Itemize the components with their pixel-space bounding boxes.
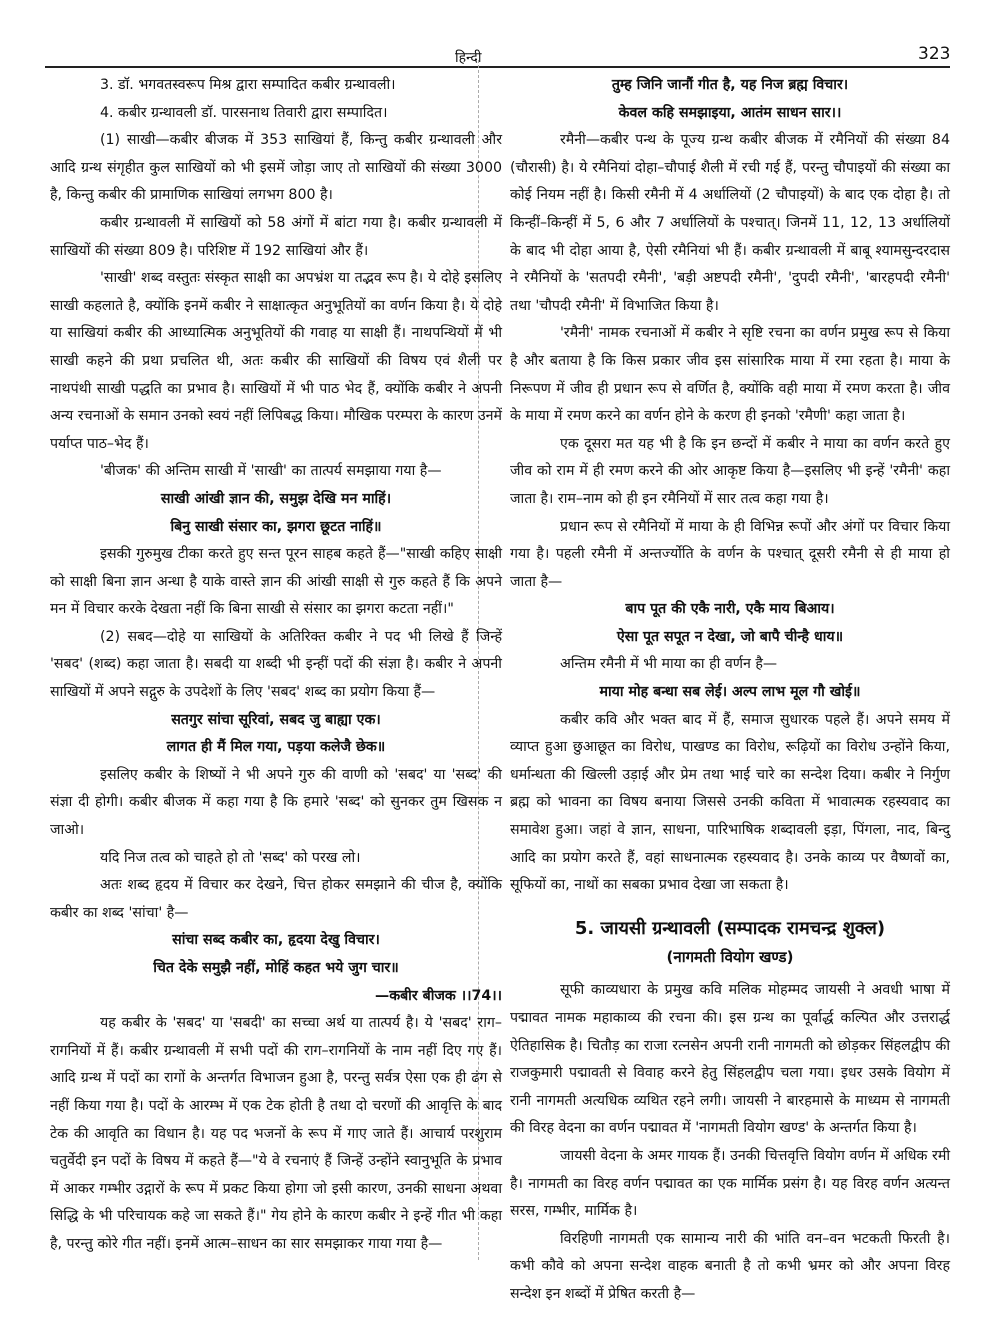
paragraph: प्रधान रूप से रमैनियों में माया के ही विभिन्न रूपों और अंगों पर विचार किया गया है। पहली रमैनी में अन्तर्ज्योति के वर्णन के पश्चात् दूसरी रमैनी से ही माया हो जाता है— xyxy=(510,518,950,590)
running-header-title: हिन्दी xyxy=(455,50,482,66)
verse-line: बाप पूत की एकै नारी, एकै माय बिआय। xyxy=(625,601,835,618)
paragraph: यह कबीर के 'सबद' या 'सबदी' का सच्चा अर्थ या तात्पर्य है। ये 'सबद' राग–रागनियों में हैं। कबीर ग्रन्थावली में सभी पदों की राग–रागनियों के नाम नहीं दिए गए हैं। आदि ग्रन्थ में पदों का रागों के अन्तर्गत विभाजन हुआ है, परन्तु सर्वत्र ऐसा एक ही ढंग से नहीं किया गया है। पदों के आरम्भ में एक टेक होती है तथा दो चरणों की आवृत्ति के बाद टेक की आवृति का विधान है। यह पद भजनों के रूप में गाए जाते हैं। आचार्य परशुराम चतुर्वेदी इन पदों के विषय में कहते हैं—"ये वे रचनाएं हैं जिन्हें उन्होंने स्वानुभूति के प्रभाव में आकर गम्भीर उद्गारों के रूप में प्रकट किया होगा जो इसी कारण, उनकी साधना अथवा सिद्धि के भी परिचायक कहे जा सकते हैं।" गेय होने के कारण कबीर ने इन्हें गीत भी कहा है, परन्तु कोरे गीत नहीं। इनमें आत्म–साधन का सार समझाकर गाया गया है— xyxy=(50,1015,502,1252)
verse-line: चित देके समुझै नहीं, मोहिं कहत भये जुग चार॥ xyxy=(153,960,399,976)
verse-line: केवल कहि समझाइया, आतंम साधन सार।। xyxy=(618,104,842,121)
citation: —कबीर बीजक ।।74।। xyxy=(375,987,502,1004)
paragraph: एक दूसरा मत यह भी है कि इन छन्दों में कबीर ने माया का वर्णन करते हुए जीव को राम में ही रमण करने की ओर आकृष्ट किया है—इसलिए भी इन्हें 'रमैनी' कहा जाता है। राम–नाम को ही इन रमैनियों में सार तत्व कहा गया है। xyxy=(510,435,950,507)
verse-line: सांचा सब्द कबीर का, हृदया देखु विचार। xyxy=(172,932,380,949)
paragraph: 4. कबीर ग्रन्थावली डॉ. पारसनाथ तिवारी द्वारा सम्पादित। xyxy=(100,104,388,121)
paragraph: इसलिए कबीर के शिष्यों ने भी अपने गुरु की वाणी को 'सबद' या 'सब्द' की संज्ञा दी होगी। कबीर बीजक में कहा गया है कि हमारे 'सब्द' को सुनकर तुम खिसक न जाओ। xyxy=(50,766,502,839)
verse-line: तुम्ह जिनि जानौं गीत है, यह निज ब्रह्म विचार। xyxy=(611,77,849,93)
paragraph: अतः शब्द हृदय में विचार कर देखने, चित्त होकर समझाने की चीज है, क्योंकि कबीर का शब्द 'सांचा' है— xyxy=(50,877,502,921)
header-rule xyxy=(45,66,950,68)
verse-line: सतगुर सांचा सूरिवां, सबद जु बाह्या एक। xyxy=(171,711,381,728)
paragraph: रमैनी—कबीर पन्थ के पूज्य ग्रन्थ कबीर बीजक में रमैनियों की संख्या 84 (चौरासी) है। ये रमैनियां दोहा–चौपाई शैली में रची गई हैं, परन्तु चौपाइयों की संख्या का कोई नियम नहीं है। किसी रमैनी में 4 अर्धालियों (2 चौपाइयों) के बाद एक दोहा है। तो किन्हीं–किन्हीं में 5, 6 और 7 अर्धालियों के पश्चात्। जिनमें 11, 12, 13 अर्धालियों के बाद भी दोहा आया है, ऐसी रमैनियां भी हैं। कबीर ग्रन्थावली में बाबू श्यामसुन्दरदास ने रमैनियों के 'सतपदी रमैनी', 'बड़ी अष्टपदी रमैनी', 'दुपदी रमैनी', 'बारहपदी रमैनी' तथा 'चौपदी रमैनी' में विभाजित किया है। xyxy=(510,132,950,314)
paragraph: विरहिणी नागमती एक सामान्य नारी की भांति वन–वन भटकती फिरती है। कभी कौवे को अपना सन्देश वाहक बनाती है तो कभी भ्रमर को और अपना विरह सन्देश इन शब्दों में प्रेषित करती है— xyxy=(510,1230,950,1302)
verse-line: माया मोह बन्धा सब लेई। अल्प लाभ मूल गौ खोई॥ xyxy=(599,684,861,701)
verse-line: बिनु साखी संसार का, झगरा छूटत नाहिं॥ xyxy=(170,518,382,535)
verse-line: लागत ही मैं मिल गया, पड़या कलेजै छेक॥ xyxy=(166,739,386,756)
paragraph: (2) सबद—दोहे या साखियों के अतिरिक्त कबीर ने पद भी लिखे हैं जिन्हें 'सबद' (शब्द) कहा जाता है। सबदी या शब्दी भी इन्हीं पदों की संज्ञा है। कबीर ने अपनी साखियों में अपने सद्गुरु के उपदेशों के लिए 'सबद' शब्द का प्रयोग किया हैं— xyxy=(50,628,502,701)
paragraph: (1) साखी—कबीर बीजक में 353 साखियां हैं, किन्तु कबीर ग्रन्थावली और आदि ग्रन्थ संगृहीत कुल साखियों को भी इसमें जोड़ा जाए तो साखियों की संख्या 3000 है, किन्तु कबीर की प्रामाणिक साखियां लगभग 800 है। xyxy=(50,132,502,204)
paragraph: अन्तिम रमैनी में भी माया का ही वर्णन है— xyxy=(560,656,778,673)
paragraph: 'बीजक' की अन्तिम साखी में 'साखी' का तात्पर्य समझाया गया है— xyxy=(100,463,442,480)
paragraph: यदि निज तत्व को चाहते हो तो 'सब्द' को परख लो। xyxy=(100,849,361,866)
paragraph: कबीर ग्रन्थावली में साखियों को 58 अंगों में बांटा गया है। कबीर ग्रन्थावली में साखियों की संख्या 809 है। परिशिष्ट में 192 साखियां और हैं। xyxy=(50,214,502,259)
right-column xyxy=(510,72,950,1309)
paragraph: 'रमैनी' नामक रचनाओं में कबीर ने सृष्टि रचना का वर्णन प्रमुख रूप से किया है और बताया है कि किस प्रकार जीव इस सांसारिक माया में रमा रहता है। माया के निरूपण में जीव ही प्रधान रूप से वर्णित है, क्योंकि वही माया में रमण करता है। जीव के माया में रमण करने का वर्णन होने के करण ही इनको 'रमैणी' कहा जाता है। xyxy=(510,325,950,425)
verse-line: ऐसा पूत सपूत न देखा, जो बापै चीन्है धाय॥ xyxy=(616,628,844,645)
page-number: 323 xyxy=(918,44,951,64)
section-heading: 5. जायसी ग्रन्थावली (सम्पादक रामचन्द्र शुक्ल) xyxy=(574,917,886,939)
paragraph: जायसी वेदना के अमर गायक हैं। उनकी चित्तवृत्ति वियोग वर्णन में अधिक रमी है। नागमती का विरह वर्णन पद्मावत का एक मार्मिक प्रसंग है। यह विरह वर्णन अत्यन्त सरस, गम्भीर, मार्मिक है। xyxy=(510,1147,950,1220)
section-subheading: (नागमती वियोग खण्ड) xyxy=(666,947,794,966)
paragraph: 'साखी' शब्द वस्तुतः संस्कृत साक्षी का अपभ्रंश या तद्भव रूप है। ये दोहे इसलिए साखी कहलाते है, क्योंकि इनमें कबीर ने साक्षात्कृत अनुभूतियों का वर्णन किया है। ये दोहे या साखियां कबीर की आध्यात्मिक अनुभूतियों की गवाह या साक्षी हैं। नाथपन्थियों में भी साखी कहने की प्रथा प्रचलित थी, अतः कबीर की साखियों की विषय एवं शैली पर नाथपंथी साखी पद्धति का प्रभाव है। साखियों में भी पाठ भेद हैं, क्योंकि कबीर ने अपनी अन्य रचनाओं के समान उनको स्वयं नहीं लिपिबद्ध किया। मौखिक परम्परा के कारण उनमें पर्याप्त पाठ–भेद हैं। xyxy=(50,270,502,452)
paragraph: कबीर कवि और भक्त बाद में हैं, समाज सुधारक पहले हैं। अपने समय में व्याप्त हुआ छुआछूत का विरोध, पाखण्ड का विरोध, रूढ़ियों का विरोध उन्होंने किया, धर्मान्धता की खिल्ली उड़ाई और प्रेम तथा भाई चारे का सन्देश दिया। कबीर ने निर्गुण ब्रह्म को भावना का विषय बनाया जिससे उनकी कविता में भावात्मक रहस्यवाद का समावेश हुआ। जहां वे ज्ञान, साधना, पारिभाषिक शब्दावली इड़ा, पिंगला, नाद, बिन्दु आदि का प्रयोग करते हैं, वहां साधनात्मक रहस्यवाद है। उनके काव्य पर वैष्णवों का, सूफियों का, नाथों का सबका प्रभाव देखा जा सकता है। xyxy=(510,711,950,894)
left-column xyxy=(50,72,502,1259)
paragraph: 3. डॉ. भगवतस्वरूप मिश्र द्वारा सम्पादित कबीर ग्रन्थावली। xyxy=(100,77,396,93)
verse-line: साखी आंखी ज्ञान की, समुझ देखि मन माहिं। xyxy=(160,490,392,507)
paragraph: सूफी काव्यधारा के प्रमुख कवि मलिक मोहम्मद जायसी ने अवधी भाषा में पद्मावत नामक महाकाव्य की रचना की। इस ग्रन्थ का पूर्वार्द्ध कल्पित और उत्तरार्द्ध ऐतिहासिक है। चितौड़ का राजा रत्नसेन अपनी रानी नागमती को छोड़कर सिंहलद्वीप की राजकुमारी पद्मावती से विवाह करने हेतु सिंहलद्वीप चला गया। इधर उसके वियोग में रानी नागमती अत्यधिक व्यथित रहने लगी। जायसी ने बारहमासे के माध्यम से नागमती की विरह वेदना का वर्णन पद्मावत में 'नागमती वियोग खण्ड' के अन्तर्गत किया है। xyxy=(510,982,950,1137)
paragraph: इसकी गुरुमुख टीका करते हुए सन्त पूरन साहब कहते हैं—"साखी कहिए साक्षी को साक्षी बिना ज्ञान अन्धा है याके वास्ते ज्ञान की आंखी साक्षी से गुरु कहते हैं कि अपने मन में विचार करके देखता नहीं कि बिना साखी से संसार का झगरा कटता नहीं।" xyxy=(50,546,502,618)
